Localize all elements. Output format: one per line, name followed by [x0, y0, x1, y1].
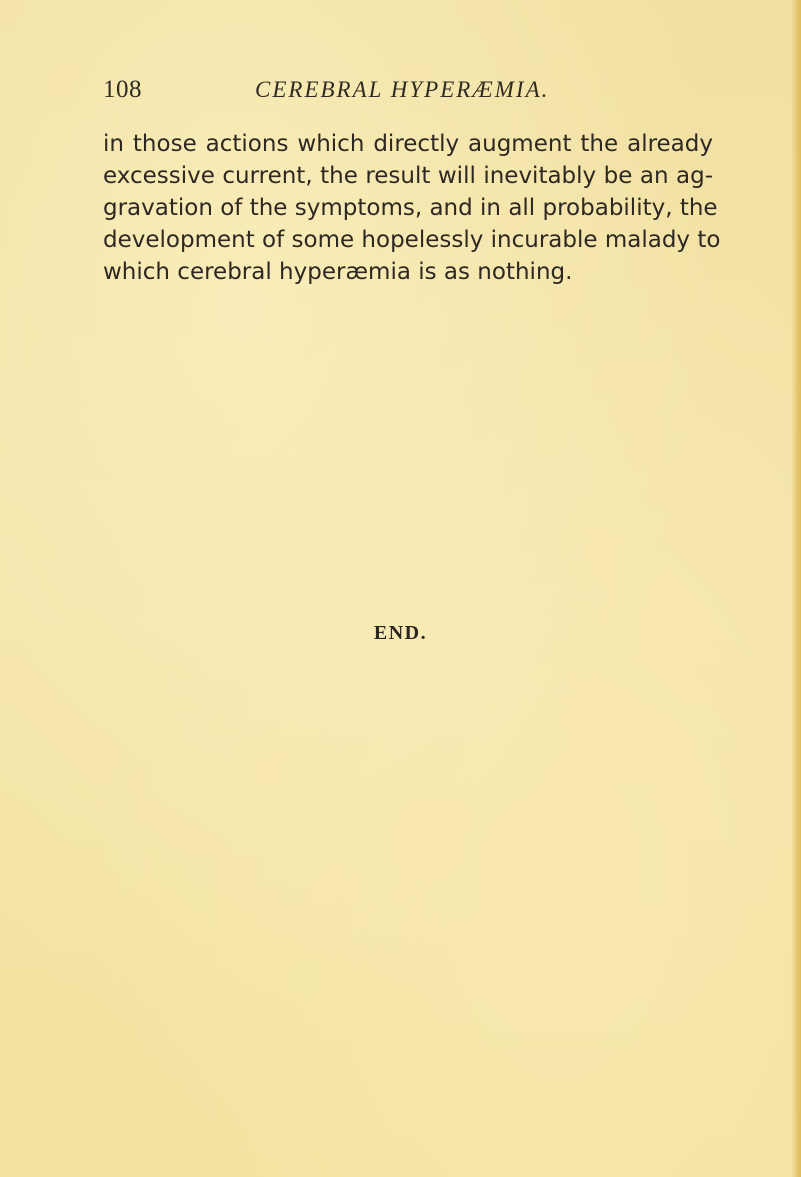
- text-line: development of some hopelessly incurable malady to: [103, 227, 721, 253]
- text-line: gravation of the symptoms, and in all probability, the: [103, 195, 718, 221]
- running-title: CEREBRAL HYPERÆMIA.: [255, 77, 550, 102]
- running-head: [103, 76, 703, 108]
- text-line: excessive current, the result will inevitably be an ag-: [103, 163, 713, 189]
- end-mark: END.: [373, 622, 428, 644]
- text-line: in those actions which directly augment the already: [103, 131, 713, 157]
- body-paragraph: [103, 128, 721, 288]
- page-edge: [791, 0, 801, 1177]
- text-line: which cerebral hyperæmia is as nothing.: [103, 259, 573, 285]
- page-number: 108: [103, 76, 142, 103]
